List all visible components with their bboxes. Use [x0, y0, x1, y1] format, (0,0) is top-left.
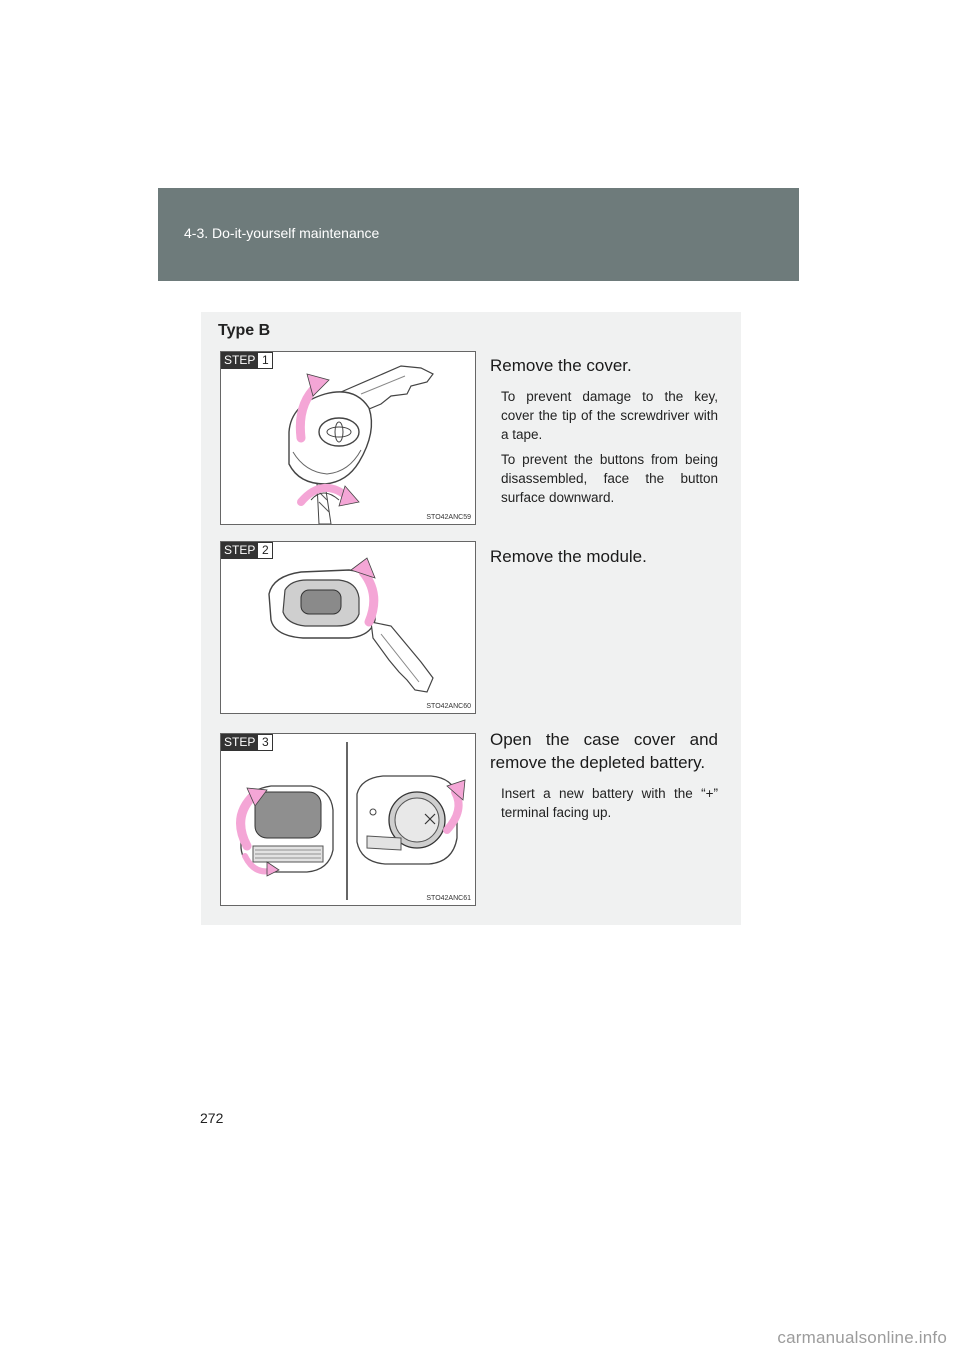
section-title: 4-3. Do-it-yourself maintenance	[184, 225, 380, 241]
type-title: Type B	[218, 322, 271, 339]
figure-code: STO42ANC59	[426, 514, 471, 521]
step-3-note-1: Insert a new battery with the “+” terminal facing up.	[501, 786, 718, 820]
step-1-text	[490, 354, 718, 507]
figure-code: STO42ANC61	[426, 895, 471, 902]
step-1-badge	[221, 352, 273, 369]
step-3-text	[490, 728, 718, 822]
battery-replacement-illustration	[221, 734, 475, 905]
step-1-figure	[220, 351, 476, 525]
step-1-note-1: To prevent damage to the key, cover the tip of the screwdriver with a tape.	[501, 389, 718, 442]
step-number: 1	[258, 352, 273, 369]
content-panel	[201, 312, 741, 925]
step-label: STEP	[221, 352, 258, 369]
figure-code: STO42ANC60	[426, 703, 471, 710]
step-2-heading: Remove the module.	[490, 547, 647, 566]
watermark-text: carmanualsonline.info	[777, 1328, 947, 1347]
step-2-figure	[220, 541, 476, 714]
key-cover-removal-illustration	[221, 352, 475, 524]
page-number: 272	[200, 1110, 224, 1126]
step-3-badge	[221, 734, 273, 751]
step-1-heading: Remove the cover.	[490, 356, 632, 375]
step-number: 2	[258, 542, 273, 559]
step-1-note-2: To prevent the buttons from being disassembled, face the button surface downward.	[501, 452, 718, 505]
section-header	[158, 188, 799, 281]
step-number: 3	[258, 734, 273, 751]
step-3-figure	[220, 733, 476, 906]
step-label: STEP	[221, 542, 258, 559]
step-2-text	[490, 545, 718, 568]
module-removal-illustration	[221, 542, 475, 713]
step-label: STEP	[221, 734, 258, 751]
step-2-badge	[221, 542, 273, 559]
step-3-heading: Open the case cover and remove the depleted battery.	[490, 730, 718, 772]
